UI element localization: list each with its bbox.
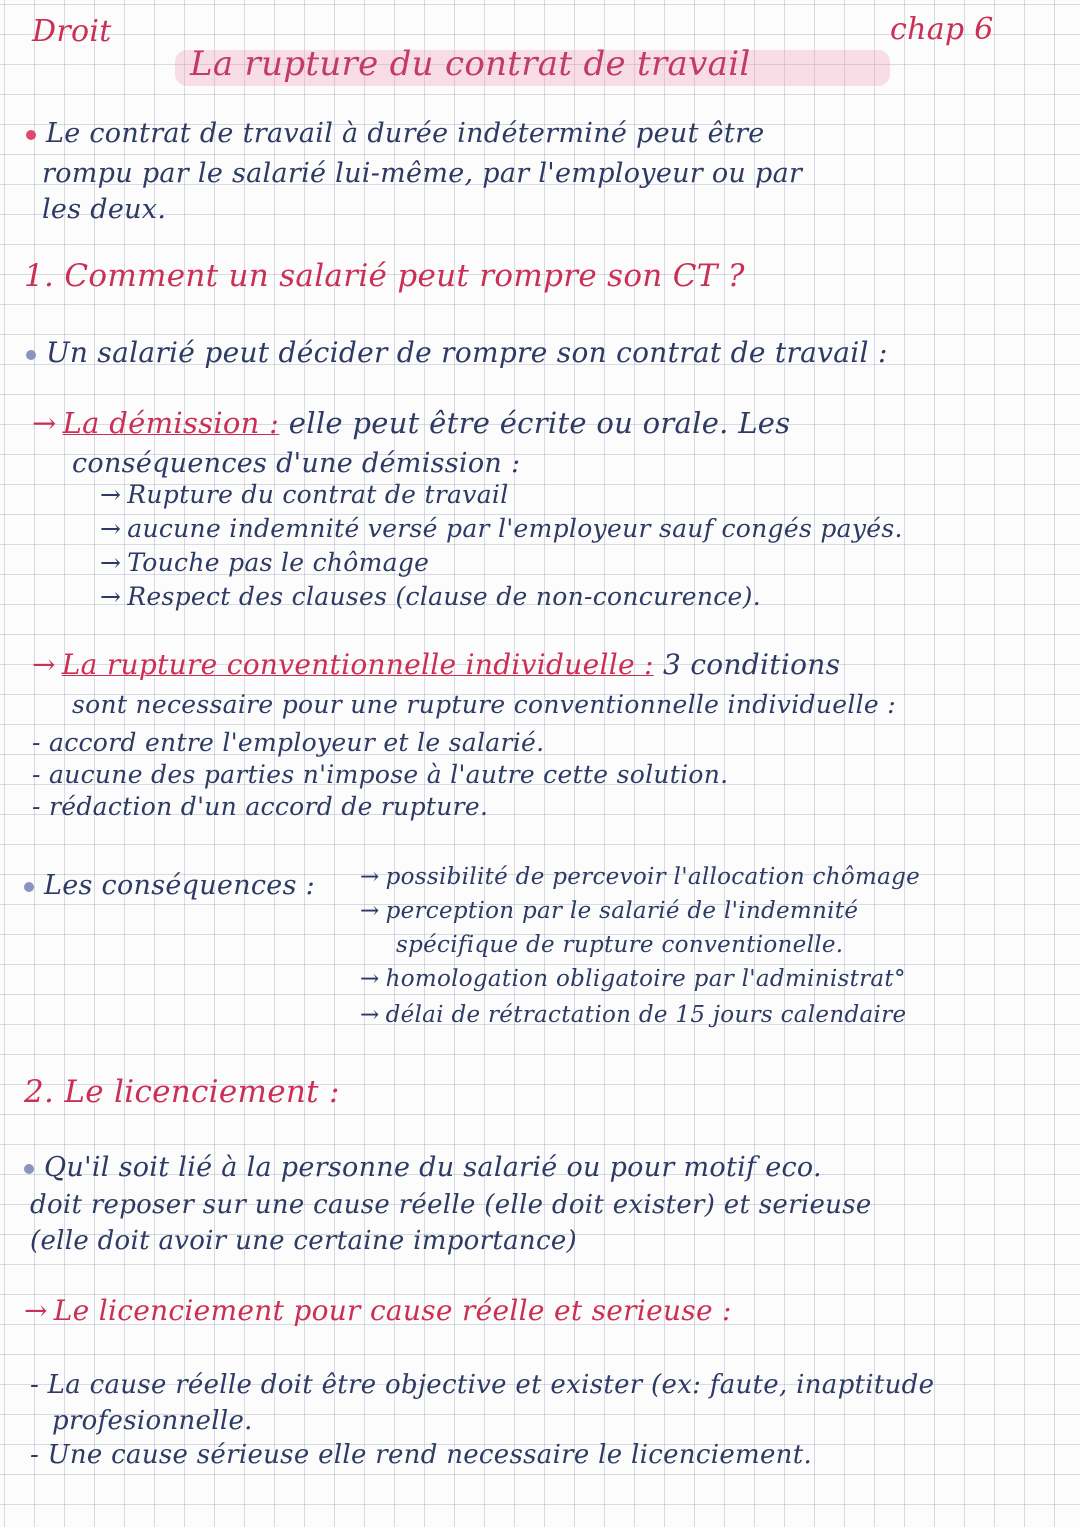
consequence-item: → perception par le salarié de l'indemnité — [360, 898, 859, 924]
intro-line-3: les deux. — [42, 194, 167, 225]
arrow-icon: → — [100, 548, 122, 577]
consequence-item: → homologation obligatoire par l'administrat° — [360, 966, 906, 992]
licenciement-item: - La cause réelle doit être objective et exister (ex: faute, inaptitude — [30, 1370, 935, 1400]
arrow-icon: → — [32, 406, 57, 440]
consequence-item: → possibilité de percevoir l'allocation chômage — [360, 864, 921, 890]
rupture-heading: → La rupture conventionnelle individuelle : 3 conditions — [32, 648, 841, 681]
licenciement-item: - Une cause sérieuse elle rend necessaire le licenciement. — [30, 1440, 813, 1470]
arrow-icon: → — [100, 480, 122, 509]
arrow-icon: → — [360, 864, 380, 890]
arrow-icon: → — [24, 1294, 48, 1327]
rupture-condition: - rédaction d'un accord de rupture. — [32, 792, 489, 821]
arrow-icon: → — [100, 514, 122, 543]
intro-line-1: Le contrat de travail à durée indéterminé peut être — [26, 118, 765, 149]
page-title: La rupture du contrat de travail — [190, 44, 751, 84]
bullet-icon — [24, 882, 34, 892]
rupture-condition: - aucune des parties n'impose à l'autre cette solution. — [32, 760, 729, 789]
arrow-icon: → — [360, 1002, 380, 1028]
bullet-icon — [24, 1164, 34, 1174]
demission-text: conséquences d'une démission : — [72, 448, 521, 479]
rupture-condition: - accord entre l'employeur et le salarié. — [32, 728, 545, 757]
subject-label: Droit — [32, 14, 112, 49]
demission-heading: → La démission : elle peut être écrite ou orale. Les — [32, 406, 791, 440]
arrow-icon: → — [360, 966, 380, 992]
arrow-icon: → — [360, 898, 380, 924]
section-2-para-2: doit reposer sur une cause réelle (elle doit exister) et serieuse — [30, 1190, 872, 1220]
intro-line-2: rompu par le salarié lui-même, par l'employeur ou par — [42, 158, 803, 189]
bullet-icon — [26, 350, 36, 360]
arrow-icon: → — [100, 582, 122, 611]
section-1-bullet: Un salarié peut décider de rompre son contrat de travail : — [26, 336, 888, 369]
consequences-label: Les conséquences : — [24, 870, 315, 901]
rupture-text: sont necessaire pour une rupture conventionnelle individuelle : — [72, 690, 896, 719]
section-1-title: 1. Comment un salarié peut rompre son CT ? — [24, 258, 745, 294]
chapter-label: chap 6 — [890, 12, 994, 47]
consequence-item-continued: spécifique de rupture conventionelle. — [396, 932, 844, 958]
licenciement-heading: → Le licenciement pour cause réelle et serieuse : — [24, 1294, 732, 1327]
section-2-title: 2. Le licenciement : — [24, 1074, 340, 1110]
demission-item: → aucune indemnité versé par l'employeur sauf congés payés. — [100, 514, 903, 543]
bullet-icon — [26, 130, 36, 140]
demission-item: → Respect des clauses (clause de non-concurence). — [100, 582, 761, 611]
section-2-para-1: Qu'il soit lié à la personne du salarié ou pour motif eco. — [24, 1152, 822, 1183]
section-2-para-3: (elle doit avoir une certaine importance) — [30, 1226, 577, 1256]
consequence-item: → délai de rétractation de 15 jours calendaire — [360, 1002, 907, 1028]
demission-item: → Touche pas le chômage — [100, 548, 430, 577]
licenciement-item-continued: profesionnelle. — [52, 1406, 253, 1436]
demission-item: → Rupture du contrat de travail — [100, 480, 509, 509]
arrow-icon: → — [32, 648, 56, 681]
